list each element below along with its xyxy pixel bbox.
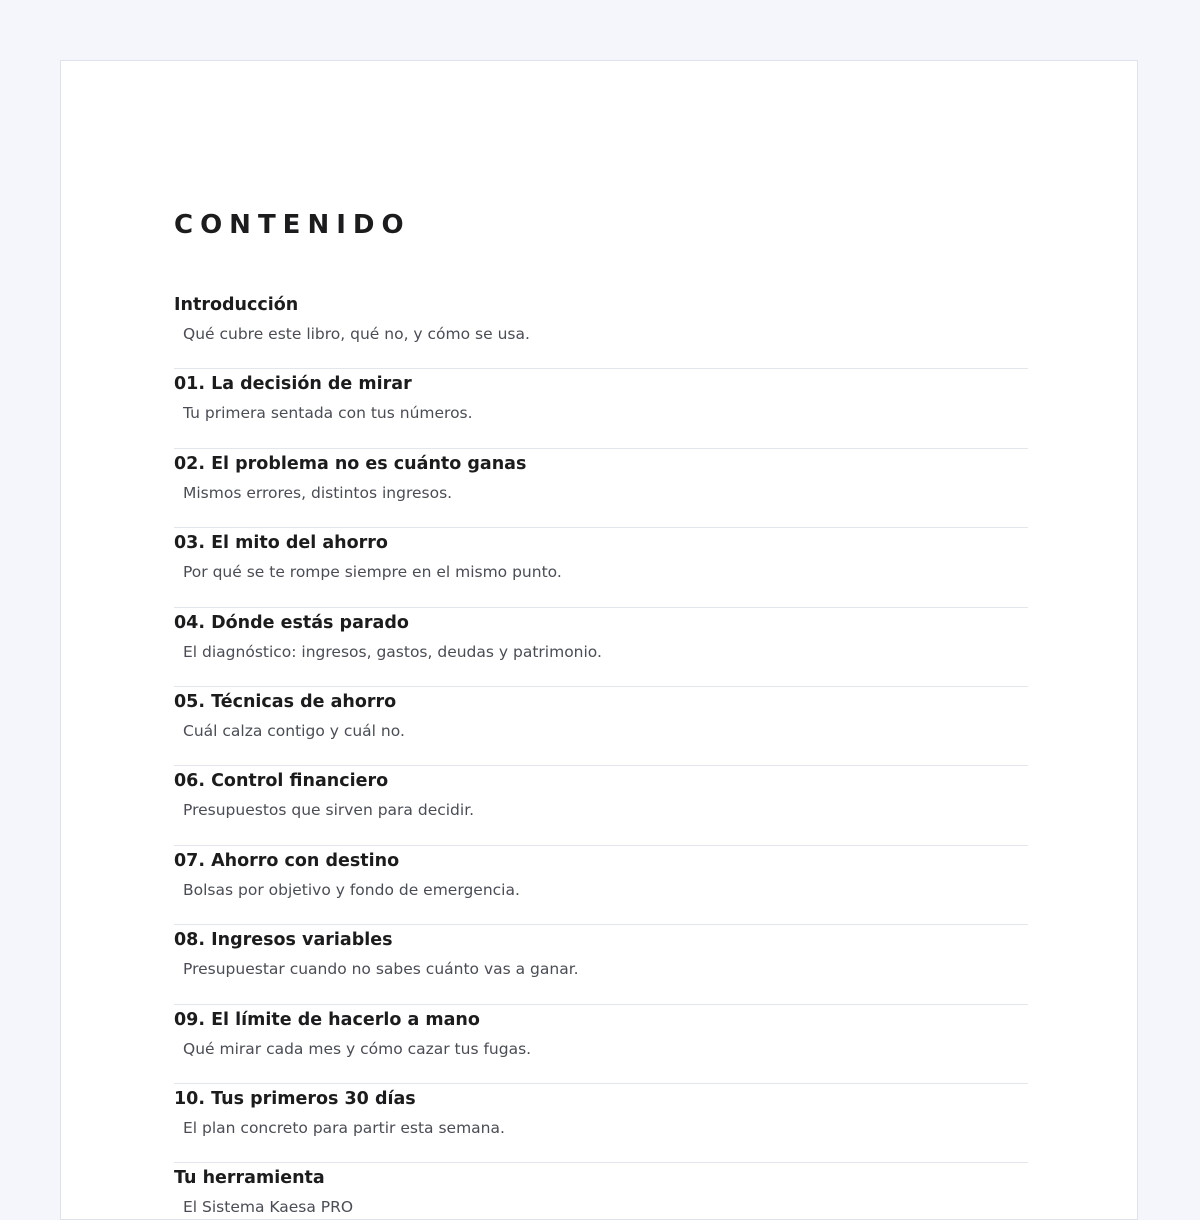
toc-entry-01[interactable] — [174, 369, 1028, 448]
toc-entry-09[interactable] — [174, 1005, 1028, 1084]
toc-entry-description: Presupuestos que sirven para decidir. — [183, 801, 475, 820]
toc-entry-title: 01. La decisión de mirar — [174, 374, 412, 395]
toc-entry-description: El diagnóstico: ingresos, gastos, deudas y patrimonio. — [183, 642, 602, 661]
toc-entry-title: Tu herramienta — [174, 1168, 325, 1189]
toc-entry-title: 02. El problema no es cuánto ganas — [174, 453, 527, 474]
document-page — [60, 60, 1138, 1220]
toc-entry-title: Introducción — [174, 295, 299, 315]
toc-entry-description: Presupuestar cuando no sabes cuánto vas a ganar. — [183, 960, 579, 979]
toc-entry-title: 10. Tus primeros 30 días — [174, 1088, 416, 1109]
toc-list — [174, 290, 1028, 1220]
toc-entry-herramienta[interactable] — [174, 1163, 1028, 1220]
toc-entry-05[interactable] — [174, 687, 1028, 766]
toc-entry-description: Por qué se te rompe siempre en el mismo punto. — [183, 563, 562, 582]
toc-entry-title: 05. Técnicas de ahorro — [174, 691, 397, 712]
toc-entry-description: Qué mirar cada mes y cómo cazar tus fugas. — [183, 1039, 532, 1058]
toc-entry-title: 08. Ingresos variables — [174, 930, 393, 951]
toc-entry-title: 09. El límite de hacerlo a mano — [174, 1009, 480, 1030]
toc-entry-introduccion[interactable] — [174, 290, 1028, 369]
toc-entry-description: El plan concreto para partir esta semana. — [183, 1118, 505, 1137]
toc-entry-03[interactable] — [174, 528, 1028, 607]
toc-entry-07[interactable] — [174, 846, 1028, 925]
toc-entry-description: Mismos errores, distintos ingresos. — [183, 483, 453, 502]
toc-entry-04[interactable] — [174, 608, 1028, 687]
toc-entry-06[interactable] — [174, 766, 1028, 845]
toc-entry-description: Tu primera sentada con tus números. — [183, 404, 473, 423]
table-of-contents — [174, 209, 1028, 1220]
toc-entry-title: 03. El mito del ahorro — [174, 533, 388, 554]
toc-entry-title: 06. Control financiero — [174, 771, 389, 792]
toc-heading: CONTENIDO — [174, 210, 411, 240]
toc-entry-description: El Sistema Kaesa PRO — [183, 1198, 354, 1217]
toc-entry-description: Qué cubre este libro, qué no, y cómo se usa. — [183, 325, 530, 343]
toc-entry-title: 04. Dónde estás parado — [174, 612, 409, 633]
toc-entry-title: 07. Ahorro con destino — [174, 850, 400, 871]
toc-entry-description: Bolsas por objetivo y fondo de emergencia. — [183, 880, 520, 899]
toc-entry-08[interactable] — [174, 925, 1028, 1004]
toc-entry-02[interactable] — [174, 449, 1028, 528]
toc-entry-10[interactable] — [174, 1084, 1028, 1163]
toc-entry-description: Cuál calza contigo y cuál no. — [183, 721, 405, 740]
